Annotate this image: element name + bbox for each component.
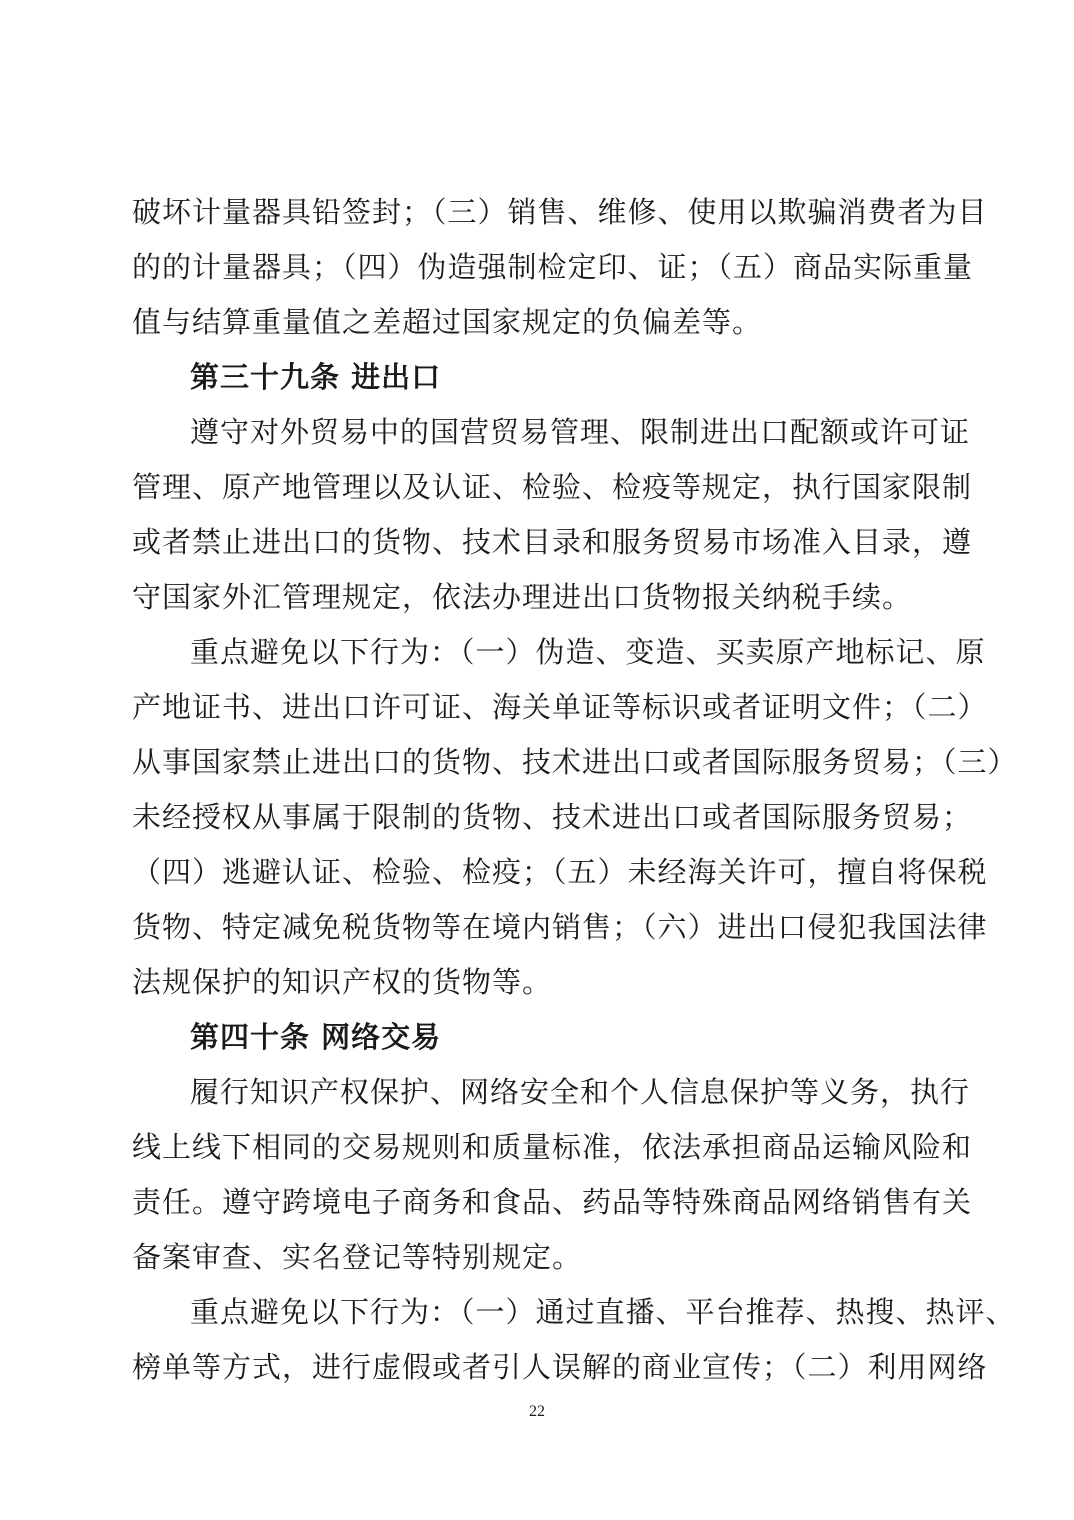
text-line: 的的计量器具；（四）伪造强制检定印、证；（五）商品实际重量 (132, 250, 974, 284)
text-line: 线上线下相同的交易规则和质量标准，依法承担商品运输风险和 (132, 1130, 973, 1164)
text-line: 值与结算重量值之差超过国家规定的负偏差等。 (132, 305, 763, 339)
text-line: 未经授权从事属于限制的货物、技术进出口或者国际服务贸易； (132, 800, 973, 834)
text-line: 管理、原产地管理以及认证、检验、检疫等规定，执行国家限制 (132, 470, 973, 504)
text-line: 责任。遵守跨境电子商务和食品、药品等特殊商品网络销售有关 (132, 1185, 973, 1219)
text-line: （四）逃避认证、检验、检疫；（五）未经海关许可，擅自将保税 (132, 855, 988, 889)
text-line: 破坏计量器具铅签封；（三）销售、维修、使用以欺骗消费者为目 (132, 195, 988, 229)
text-line: 货物、特定减免税货物等在境内销售；（六）进出口侵犯我国法律 (132, 910, 988, 944)
text-line: 履行知识产权保护、网络安全和个人信息保护等义务，执行 (190, 1075, 971, 1109)
text-line: 重点避免以下行为：（一）伪造、变造、买卖原产地标记、原 (190, 635, 986, 669)
page-number: 22 (529, 1403, 545, 1420)
text-line: 守国家外汇管理规定，依法办理进出口货物报关纳税手续。 (132, 580, 913, 614)
text-line: 从事国家禁止进出口的货物、技术进出口或者国际服务贸易；（三） (132, 745, 1018, 779)
text-line: 榜单等方式，进行虚假或者引人误解的商业宣传；（二）利用网络 (132, 1350, 988, 1384)
text-line: 法规保护的知识产权的货物等。 (132, 965, 553, 999)
text-line: 遵守对外贸易中的国营贸易管理、限制进出口配额或许可证 (190, 415, 971, 449)
text-line: 备案审查、实名登记等特别规定。 (132, 1240, 583, 1274)
text-line: 或者禁止进出口的货物、技术目录和服务贸易市场准入目录，遵 (132, 525, 973, 559)
article-heading: 第四十条 网络交易 (190, 1020, 442, 1054)
text-line: 产地证书、进出口许可证、海关单证等标识或者证明文件；（二） (132, 690, 988, 724)
article-heading: 第三十九条 进出口 (190, 360, 442, 394)
text-line: 重点避免以下行为：（一）通过直播、平台推荐、热搜、热评、 (190, 1295, 1016, 1329)
